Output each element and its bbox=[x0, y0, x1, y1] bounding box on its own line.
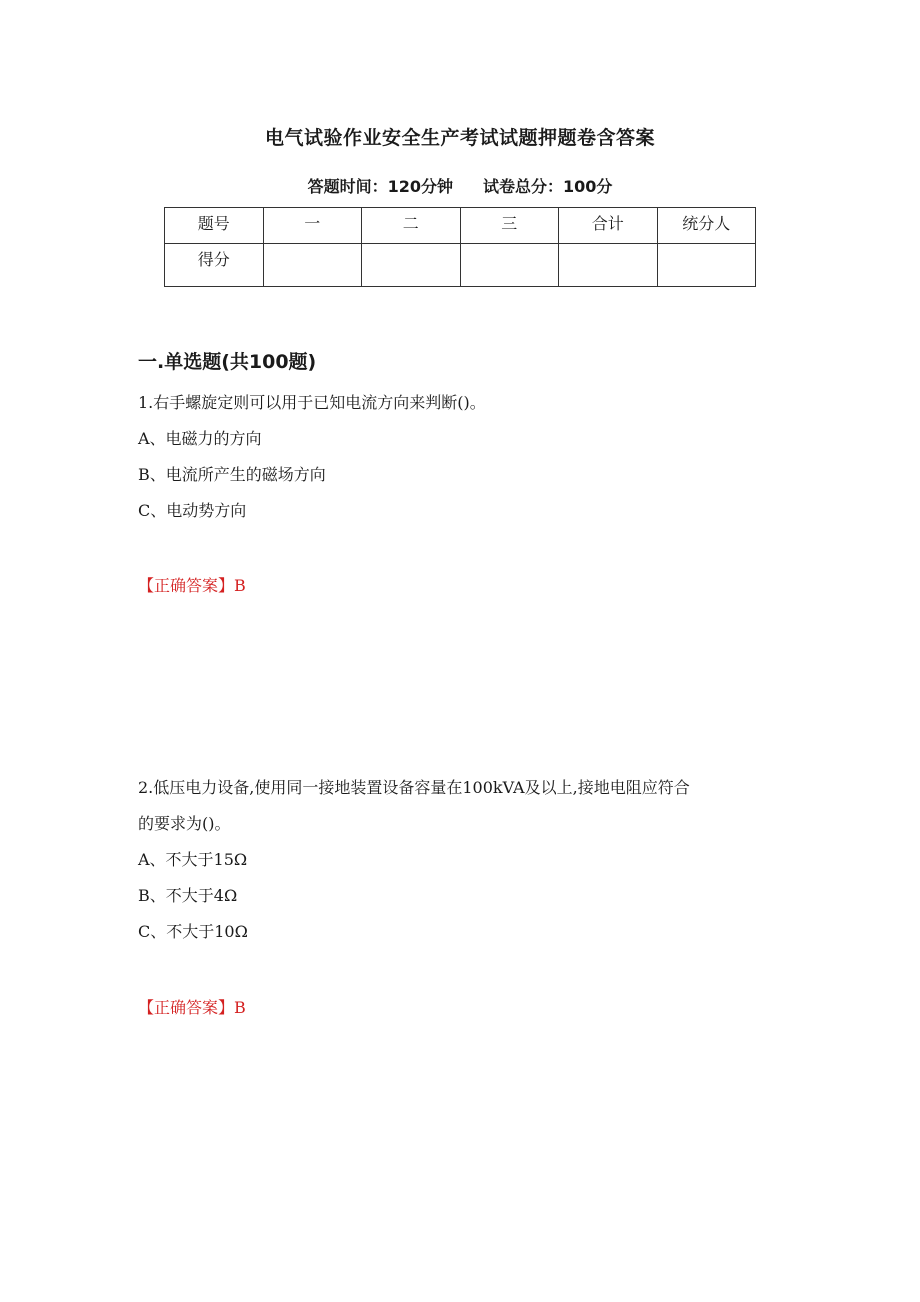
question-option: A、电磁力的方向 bbox=[138, 429, 262, 448]
exam-meta bbox=[0, 174, 920, 197]
answer-2 bbox=[138, 995, 246, 1018]
score-table-header-row bbox=[165, 208, 756, 244]
exam-total-score: 试卷总分：100分 bbox=[483, 177, 613, 196]
score-table-header-cell: 统分人 bbox=[657, 208, 756, 244]
question-stem: 2.低压电力设备,使用同一接地装置设备容量在100kVA及以上,接地电阻应符合 bbox=[138, 778, 690, 797]
answer-label: 【正确答案】 bbox=[138, 576, 235, 595]
question-option: B、电流所产生的磁场方向 bbox=[138, 465, 326, 484]
question-option: A、不大于15Ω bbox=[138, 850, 248, 869]
answer-value: B bbox=[234, 576, 246, 595]
score-table-empty-cell bbox=[362, 244, 461, 287]
score-table-empty-cell bbox=[657, 244, 756, 287]
score-table bbox=[164, 207, 756, 287]
answer-value: B bbox=[234, 998, 246, 1017]
score-table-header-cell: 题号 bbox=[165, 208, 264, 244]
exam-time: 答题时间：120分钟 bbox=[307, 177, 453, 196]
question-option: C、不大于10Ω bbox=[138, 922, 248, 941]
question-option: B、不大于4Ω bbox=[138, 886, 238, 905]
score-table-empty-cell bbox=[559, 244, 658, 287]
question-1 bbox=[138, 385, 486, 529]
document-title: 电气试验作业安全生产考试试题押题卷含答案 bbox=[264, 127, 655, 149]
question-stem-continued: 的要求为()。 bbox=[138, 814, 231, 833]
score-table-header-cell: 合计 bbox=[559, 208, 658, 244]
answer-1 bbox=[138, 573, 246, 596]
score-table-score-row bbox=[165, 244, 756, 287]
answer-label: 【正确答案】 bbox=[138, 998, 235, 1017]
question-option: C、电动势方向 bbox=[138, 501, 247, 520]
score-table-header-cell: 三 bbox=[460, 208, 559, 244]
score-table-header-cell: 二 bbox=[362, 208, 461, 244]
score-table-empty-cell bbox=[460, 244, 559, 287]
question-stem: 1.右手螺旋定则可以用于已知电流方向来判断()。 bbox=[138, 393, 486, 412]
score-table-row-label: 得分 bbox=[165, 244, 264, 287]
score-table-empty-cell bbox=[263, 244, 362, 287]
section-title: 一.单选题(共100题) bbox=[138, 351, 317, 373]
score-table-header-cell: 一 bbox=[263, 208, 362, 244]
question-2 bbox=[138, 770, 690, 950]
